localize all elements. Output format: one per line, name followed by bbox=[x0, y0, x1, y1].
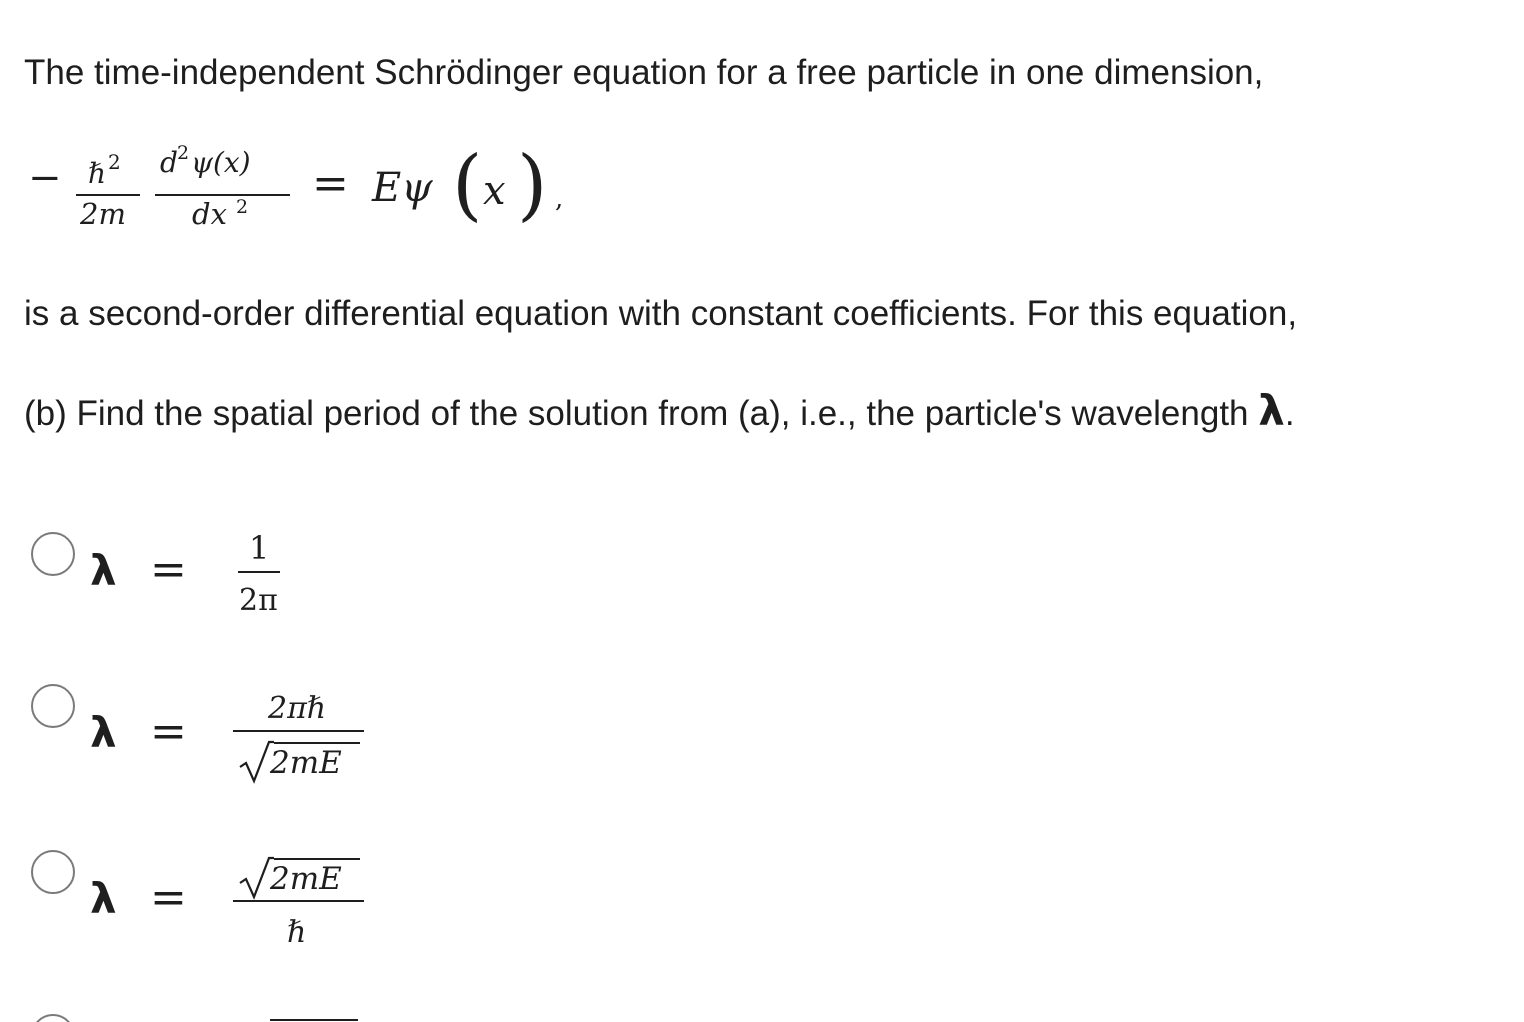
equation-comma: , bbox=[555, 184, 564, 214]
radio-button[interactable] bbox=[31, 532, 75, 576]
question-description: is a second-order differential equation with constant coefficients. For this equation, bbox=[24, 294, 1298, 333]
fraction-bar-derivative bbox=[155, 194, 290, 196]
equation-equals: = bbox=[312, 158, 349, 209]
square-root-bar bbox=[274, 742, 360, 744]
option-lambda: λ bbox=[90, 874, 117, 923]
part-b-text: (b) Find the spatial period of the solution from (a), i.e., the particle's wavelength bbox=[24, 394, 1249, 433]
option-denominator: 2mE bbox=[270, 745, 342, 781]
answer-option-2[interactable] bbox=[0, 672, 420, 802]
dx-denominator: dx bbox=[192, 197, 227, 231]
close-paren: ) bbox=[517, 140, 548, 230]
hbar-symbol: ℏ bbox=[88, 157, 107, 190]
wavefunction-numerator: ψ(x) bbox=[191, 146, 251, 179]
option-fraction-bar bbox=[233, 730, 364, 732]
dx-exponent: 2 bbox=[236, 196, 249, 218]
square-root-bar bbox=[274, 858, 360, 860]
hbar-exponent: 2 bbox=[108, 150, 121, 174]
square-root-icon bbox=[238, 856, 274, 900]
option-fraction-bar bbox=[270, 1019, 358, 1021]
answer-option-4-partial[interactable] bbox=[0, 1010, 420, 1022]
option-equals: = bbox=[150, 544, 187, 595]
option-equals: = bbox=[150, 706, 187, 757]
option-fraction-bar bbox=[238, 571, 280, 573]
option-denominator: 2π bbox=[239, 583, 278, 618]
position-variable: x bbox=[483, 168, 506, 214]
lambda-symbol: λ bbox=[1258, 386, 1285, 435]
fraction-bar-hbar bbox=[76, 194, 140, 196]
equation-minus: − bbox=[28, 155, 62, 201]
part-b-period: . bbox=[1284, 394, 1295, 433]
question-intro: The time-independent Schrödinger equation for a free particle in one dimension, bbox=[24, 53, 1264, 92]
radio-button[interactable] bbox=[31, 850, 75, 894]
energy-wavefunction: Eψ bbox=[372, 165, 433, 211]
schrodinger-equation bbox=[0, 130, 620, 260]
option-lambda: λ bbox=[90, 546, 117, 595]
part-b-prompt bbox=[24, 386, 1295, 435]
second-derivative-exponent: 2 bbox=[177, 142, 190, 164]
square-root-icon bbox=[238, 740, 274, 784]
option-denominator: ℏ bbox=[287, 915, 307, 950]
radio-button[interactable] bbox=[31, 1014, 75, 1022]
answer-option-3[interactable] bbox=[0, 838, 420, 968]
mass-denominator: 2m bbox=[80, 197, 126, 231]
option-numerator: 1 bbox=[249, 529, 270, 567]
open-paren: ( bbox=[452, 140, 483, 230]
radio-button[interactable] bbox=[31, 684, 75, 728]
option-lambda: λ bbox=[90, 708, 117, 757]
option-numerator: 2mE bbox=[270, 861, 342, 897]
answer-option-1[interactable] bbox=[0, 520, 420, 630]
option-numerator: 2πℏ bbox=[268, 691, 327, 726]
second-derivative-d: d bbox=[160, 146, 178, 179]
option-fraction-bar bbox=[233, 900, 364, 902]
option-equals: = bbox=[150, 872, 187, 923]
